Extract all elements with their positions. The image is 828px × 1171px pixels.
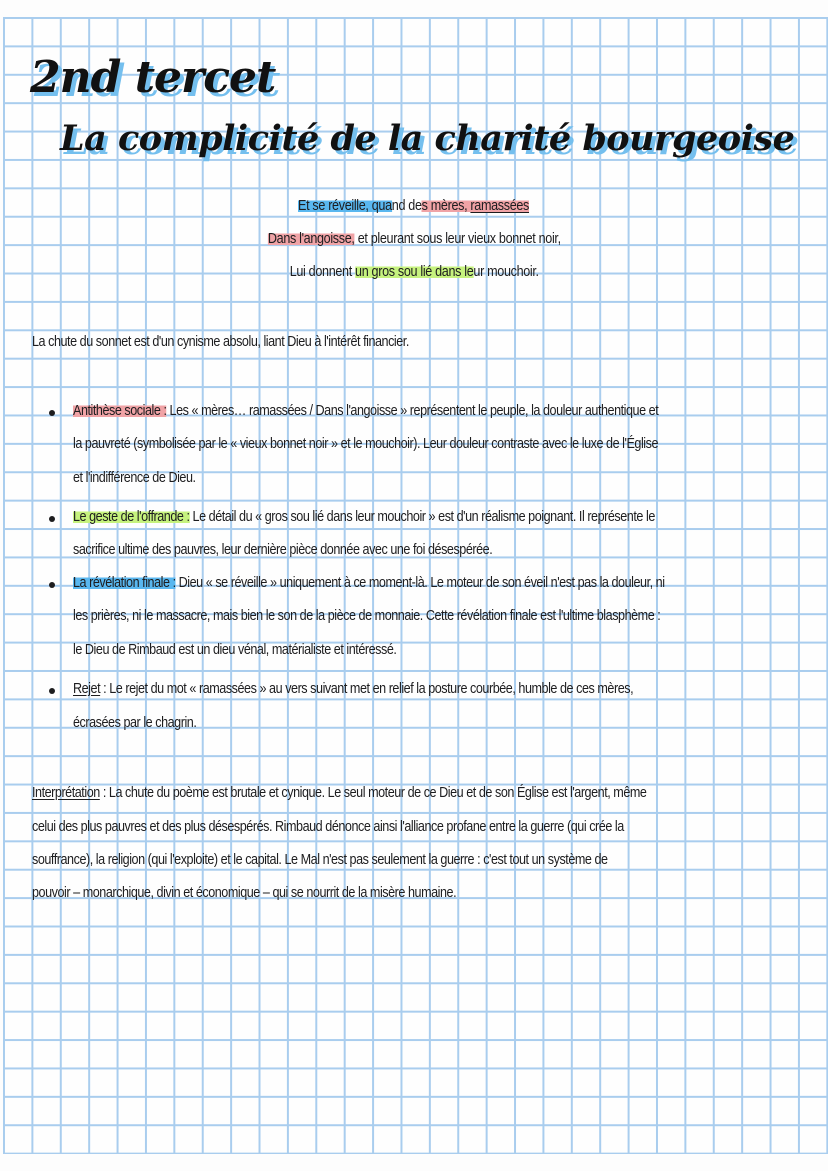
- bullet-line: [73, 508, 814, 525]
- page-title: 2nd tercet: [30, 52, 276, 103]
- page-subtitle: La complicité de la charité bourgeoise: [60, 118, 795, 159]
- bullet-line: [73, 402, 814, 419]
- verse-line-3: [0, 263, 828, 280]
- highlight-red: Dans l'angoisse,: [267, 230, 355, 247]
- interpretation-line: [32, 784, 646, 801]
- interpretation-text: celui des plus pauvres et des plus désespérés. Rimbaud dénonce ainsi l'alliance profane entre la guerre (qui crée la: [32, 818, 624, 835]
- highlight-red: [422, 197, 529, 214]
- bullet-text: et l'indifférence de Dieu.: [73, 469, 196, 486]
- interpretation-label: Interprétation: [32, 784, 100, 801]
- underlined-word: ramassées: [470, 197, 530, 214]
- interpretation-text: : La chute du poème est brutale et cynique. Le seul moteur de ce Dieu et de son Église est l'argent, même: [99, 784, 647, 801]
- verse-text: ur mouchoir.: [473, 263, 539, 280]
- bullet-line: [73, 680, 814, 697]
- interpretation-text: pouvoir – monarchique, divin et économique – qui se nourrit de la misère humaine.: [32, 884, 457, 901]
- bullet-label: Rejet: [73, 680, 101, 697]
- bullet-text: la pauvreté (symbolisée par le « vieux bonnet noir » et le mouchoir). Leur douleur contraste avec le luxe de l'Église: [73, 435, 659, 452]
- bullet-text: les prières, ni le massacre, mais bien le son de la pièce de monnaie. Cette révélation finale est l'ultime blasphème :: [73, 607, 661, 624]
- highlight-green: un gros sou lié dans le: [354, 263, 474, 280]
- highlight-blue: Et se réveille, qua: [298, 197, 393, 214]
- bullet-text: sacrifice ultime des pauvres, leur dernière pièce donnée avec une foi désespérée.: [73, 541, 493, 558]
- bullet-icon: [49, 688, 55, 694]
- verse-text: nd de: [392, 197, 423, 214]
- bullet-label: Le geste de l'offrande :: [73, 508, 190, 525]
- verse-text: et pleurant sous leur vieux bonnet noir,: [354, 230, 561, 247]
- bullet-text: Les « mères… ramassées / Dans l'angoisse » représentent le peuple, la douleur authentique et: [166, 402, 659, 419]
- bullet-text: Le détail du « gros sou lié dans leur mouchoir » est d'un réalisme poignant. Il représente le: [189, 508, 655, 525]
- bullet-text: Dieu « se réveille » uniquement à ce moment-là. Le moteur de son éveil n'est pas la douleur, ni: [175, 574, 665, 591]
- interpretation-text: souffrance), la religion (qui l'exploite) et le capital. Le Mal n'est pas seulement la guerre : c'est tout un système de: [32, 851, 608, 868]
- bullet-icon: [49, 582, 55, 588]
- bullet-line: [73, 574, 814, 591]
- verse-line-2: [0, 230, 828, 247]
- bullet-text: écrasées par le chagrin.: [73, 714, 197, 731]
- bullet-icon: [49, 410, 55, 416]
- intro-paragraph: La chute du sonnet est d'un cynisme absolu, liant Dieu à l'intérêt financier.: [32, 333, 409, 350]
- verse-text: Lui donnent: [289, 263, 355, 280]
- bullet-icon: [49, 516, 55, 522]
- bullet-label: Antithèse sociale :: [73, 402, 167, 419]
- verse-text: s mères,: [422, 197, 471, 214]
- bullet-label: La révélation finale :: [73, 574, 176, 591]
- bullet-text: le Dieu de Rimbaud est un dieu vénal, matérialiste et intéressé.: [73, 641, 397, 658]
- bullet-text: : Le rejet du mot « ramassées » au vers suivant met en relief la posture courbée, humble de ces mères,: [100, 680, 634, 697]
- verse-line-1: [0, 197, 828, 214]
